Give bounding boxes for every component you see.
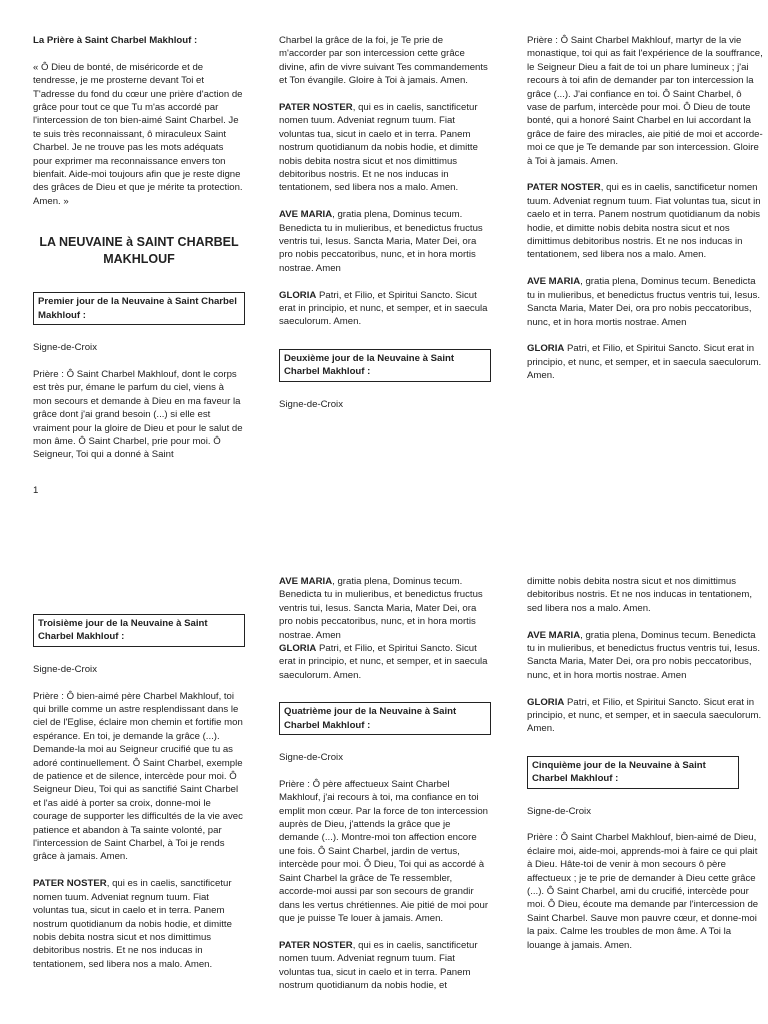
gloria [279,642,491,682]
gloria-text: Patri, et Filio, et Spiritui Sancto. Sicut erat in principio, et nunc, et semper, et in saecula saeculorum. Amen. [279,289,488,328]
pater-noster [279,939,491,993]
ave-text: , gratia plena, Dominus tecum. Benedicta tu in mulieribus, et benedictus fructus ventris tui, Iesus. Sancta Maria, Mater Dei, ora pro nobis peccatoribus, nunc, et in hora mortis nostrae. Amen [527,629,761,681]
gloria [279,289,491,329]
day4-prayer: Prière : Ô père affectueux Saint Charbel Makhlouf, j'ai recours à toi, ma confiance en toi emplit mon cœur. Par la force de ton intercession auprès de Dieu, j'attends la grâce que je demande (...). Montre-moi ton affection encore une fois. Ô Saint Charbel, jardin de vertus, intercède pour moi. Ô Dieu, Toi qui as accordé à Saint Charbel la grâce de Te ressembler, accorde-moi aussi par son secours de grandir dans les vertus chrétiennes. Aie pitié de moi pour que je puisse Te louer à jamais. Amen. [279,778,489,924]
gloria [527,342,763,382]
signe-de-croix: Signe-de-Croix [527,805,591,817]
pater-text: , qui es in caelis, sanctificetur nomen tuum. Adveniat regnum tuum. Fiat voluntas tua, sicut in caelo et in terra. Panem nostrum quotidianum da nobis hodie, et dimitte nobis debita nostra sicut et nos dimittimus debitoribus nostris. Et ne nos inducas in tentationem, sed libera nos a malo. Amen. [279,102,478,194]
ave-label: AVE MARIA [527,629,581,641]
ave-maria [279,208,491,275]
signe-de-croix: Signe-de-Croix [279,398,343,410]
day2-prayer: Prière : Ô Saint Charbel Makhlouf, martyr de la vie monastique, toi qui as fait l'expérience de la souffrance, le Seigneur Dieu a fait de toi un phare lumineux ; j'ai recours à toi afin de demander par ton intercession la grâce (...). J'ai confiance en toi. Ô Saint Charbel, ô vase de parfum, intercède pour moi. Ô Dieu de toute bonté, qui a honoré Saint Charbel en lui accordant la grâce de faire des miracles, aie pitié de moi et accorde-moi ce que je Te demande par son intercession. Gloire à Toi à jamais. Amen. [527,35,763,167]
ave-text: , gratia plena, Dominus tecum. Benedicta tu in mulieribus, et benedictus fructus ventris tui, Iesus. Sancta Maria, Mater Dei, ora pro nobis peccatoribus, nunc, et in hora mortis nostrae. Amen [279,576,483,641]
column-bottom-left [33,614,245,985]
column-top-right [527,34,763,396]
gloria-label: GLORIA [279,289,317,301]
day5-prayer: Prière : Ô Saint Charbel Makhlouf, bien-aimé de Dieu, éclaire moi, aide-moi, apprends-moi à faire ce qui plait à Dieu. Hâte-toi de venir à mon secours ô père affectueux ; je te prie de demander à Dieu cette grâce (...). Ô Saint Charbel, ami du crucifié, intercède pour moi. Ô Dieu, écoute ma demande par l'intercession de Saint Charbel. Sauve mon pauvre cœur, et donne-moi la paix. Calme les troubles de mon âme. A Toi la louange à jamais. Amen. [527,832,759,951]
pater-continued: dimitte nobis debita nostra sicut et nos dimittimus debitoribus nostris. Et ne nos inducas in tentationem, sed libera nos a malo. Amen. [527,576,753,614]
gloria-label: GLORIA [527,343,565,355]
gloria-label: GLORIA [527,696,565,708]
gloria-text: Patri, et Filio, et Spiritui Sancto. Sicut erat in principio, et nunc, et semper, et in saecula saeculorum. Amen. [527,696,762,735]
thanksgiving-prayer: « Ô Dieu de bonté, de miséricorde et de tendresse, je me prosterne devant Toi et T'adresse du fond du cœur une prière d'action de grâce pour tout ce que Tu m'as accordé par l'intercession de ton bien-aimé Saint Charbel. Je te suis très reconnaissant, ô miraculeux Saint Charbel. Je ne trouve pas les mots adéquats pour exprimer ma reconnaissance envers ton bienfait. Aide-moi toujours afin que je reste digne des grâces de Dieu et que je mérite ta protection. Amen. » [33,61,243,207]
gloria-text: Patri, et Filio, et Spiritui Sancto. Sicut erat in principio, et nunc, et semper, et in saecula saeculorum. Amen. [527,343,762,382]
pater-label: PATER NOSTER [279,939,353,951]
signe-de-croix: Signe-de-Croix [33,663,97,675]
gloria-label: GLORIA [279,643,317,655]
day1-prayer: Prière : Ô Saint Charbel Makhlouf, dont le corps est très pur, émane le parfum du ciel, viens à mon secours et demande à Dieu en ma faveur la grâce dont j'ai grand besoin (...) si elle est vraiment pour la gloire de Dieu et pour le salut de mon âme. Ô Saint Charbel, prie pour moi. Ô Seigneur, Toi qui a donné à Saint [33,368,243,461]
pater-noster [279,101,491,195]
day3-prayer: Prière : Ô bien-aimé père Charbel Makhlouf, toi qui brille comme un astre resplendissant dans le ciel de l'Eglise, éclaire mon chemin et fortifie mon espérance. En toi, je demande la grâce (...). Demande-la moi au Seigneur crucifié que tu as adoré continuellement. Ô Saint Charbel, exemple de patience et de silence, intercède pour moi. Ô Seigneur Dieu, Toi qui as sanctifié Saint Charbel et l'as aidé à porter sa croix, donne-moi le courage de supporter les difficultés de la vie avec patience et abandon à Ta sainte volonté, par l'intercession de Saint Charbel, à Toi je rends grâce à jamais. Amen. [33,690,243,863]
column-top-middle [279,34,491,425]
ave-label: AVE MARIA [279,209,333,221]
pater-noster [33,877,245,971]
pater-noster [527,181,763,261]
ave-maria [527,629,763,683]
day1-prayer-continued: Charbel la grâce de la foi, je Te prie de m'accorder par son intercession cette grâce divine, afin de vivre suivant Tes commandements et Ton évangile. Gloire à Toi à jamais. Amen. [279,35,488,87]
column-bottom-right [527,575,763,966]
day4-heading: Quatrième jour de la Neuvaine à Saint Charbel Makhlouf : [279,702,491,735]
day1-heading: Premier jour de la Neuvaine à Saint Charbel Makhlouf : [33,292,245,325]
page-number: 1 [33,485,39,496]
signe-de-croix: Signe-de-Croix [279,752,343,764]
gloria-text: Patri, et Filio, et Spiritui Sancto. Sicut erat in principio, et nunc, et semper, et in saecula saeculorum. Amen. [279,643,488,681]
pater-text: , qui es in caelis, sanctificetur nomen tuum. Adveniat regnum tuum. Fiat voluntas tua, sicut in caelo et in terra. Panem nostrum quotidianum da nobis hodie, et dimitte nobis debita nostra sicut et nos dimittimus debitoribus nostris. Et ne nos inducas in tentationem, sed libera nos a malo. Amen. [527,182,761,261]
pater-label: PATER NOSTER [279,102,353,114]
column-bottom-middle [279,575,491,1006]
column-top-left [33,34,245,475]
pater-text: , qui es in caelis, sanctificetur nomen tuum. Adveniat regnum tuum. Fiat voluntas tua, sicut in caelo et in terra. Panem nostrum quotidianum da nobis hodie, et dimitte nobis debita nostra sicut et nos dimittimus debitoribus nostris. Et ne nos inducas in tentationem, sed libera nos a malo. Amen. [33,878,232,970]
pater-label: PATER NOSTER [527,182,601,194]
day5-heading: Cinquième jour de la Neuvaine à Saint Charbel Makhlouf : [527,756,739,789]
gloria [527,696,763,736]
ave-label: AVE MARIA [527,276,581,288]
ave-text: , gratia plena, Dominus tecum. Benedicta tu in mulieribus, et benedictus fructus ventris tui, Iesus. Sancta Maria, Mater Dei, ora pro nobis peccatoribus, nunc, et in hora mortis nostrae. Amen [527,276,761,328]
signe-de-croix: Signe-de-Croix [33,342,97,354]
prayer-title: La Prière à Saint Charbel Makhlouf : [33,35,198,46]
pater-text: , qui es in caelis, sanctificetur nomen tuum. Adveniat regnum tuum. Fiat voluntas tua, sicut in caelo et in terra. Panem nostrum quotidianum da nobis hodie, et [279,939,478,991]
day2-heading: Deuxième jour de la Neuvaine à Saint Charbel Makhlouf : [279,349,491,382]
ave-label: AVE MARIA [279,576,333,587]
ave-maria [279,575,491,642]
pater-label: PATER NOSTER [33,878,107,890]
ave-maria [527,275,763,329]
neuvaine-title: LA NEUVAINE à SAINT CHARBEL MAKHLOUF [39,235,239,267]
day3-heading: Troisième jour de la Neuvaine à Saint Charbel Makhlouf : [33,614,245,647]
ave-text: , gratia plena, Dominus tecum. Benedicta tu in mulieribus, et benedictus fructus ventris tui, Iesus. Sancta Maria, Mater Dei, ora pro nobis peccatoribus, nunc, et in hora mortis nostrae. Amen [279,209,483,274]
